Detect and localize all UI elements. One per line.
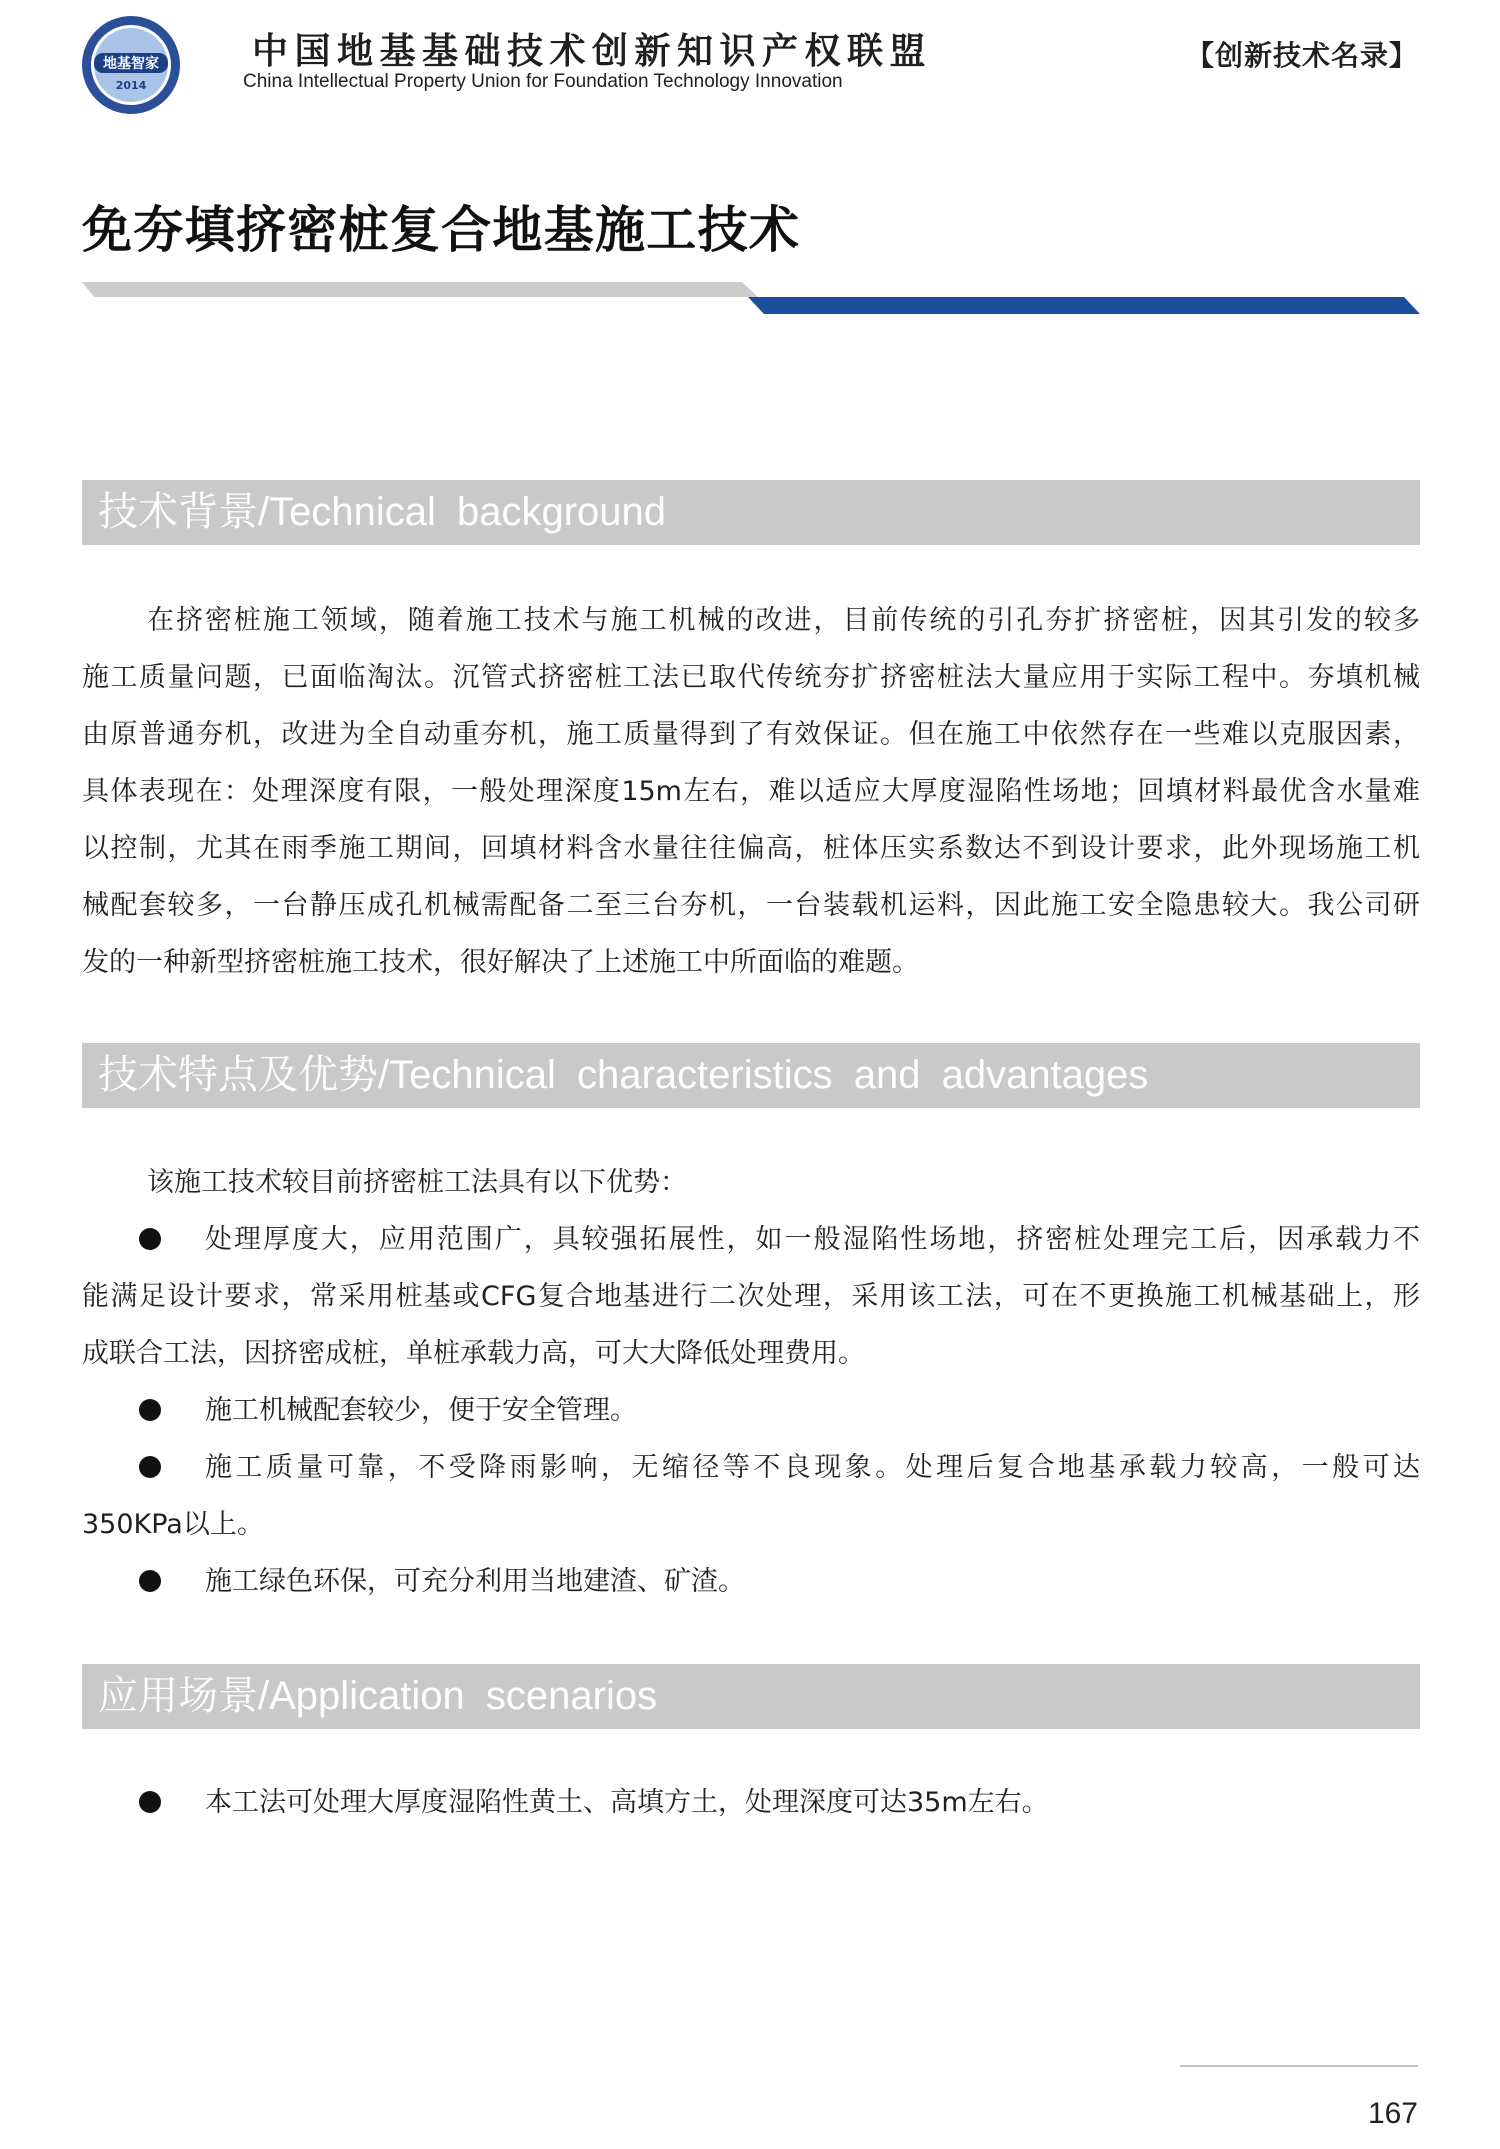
- list-item: [82, 1774, 1420, 1831]
- paragraph-line: 具体表现在：处理深度有限，一般处理深度15m左右，难以适应大厚度湿陷性场地；回填材料最优含水量难: [82, 776, 1420, 807]
- title-underline-gray: [82, 282, 758, 297]
- list-item-continuation: 成联合工法，因挤密成桩，单桩承载力高，可大大降低处理费用。: [82, 1338, 865, 1369]
- list-item: [82, 1439, 1420, 1496]
- paragraph-line: 施工质量问题，已面临淘汰。沉管式挤密桩工法已取代传统夯扩挤密桩法大量应用于实际工程中。夯填机械: [82, 662, 1420, 693]
- list-item-text: 施工绿色环保，可充分利用当地建渣、矿渣。: [205, 1566, 745, 1597]
- background-paragraph: [82, 592, 1420, 991]
- page-number: 167: [1367, 2097, 1418, 2130]
- section-heading-background: [82, 480, 1420, 545]
- paragraph-line: 以控制，尤其在雨季施工期间，回填材料含水量往往偏高，桩体压实系数达不到设计要求，此外现场施工机: [82, 833, 1420, 864]
- title-underline: [82, 282, 1420, 314]
- section-heading-application: [82, 1664, 1420, 1729]
- section-heading-text: 应用场景/Application scenarios: [98, 1674, 658, 1718]
- paragraph-line: 械配套较多，一台静压成孔机械需配备二至三台夯机，一台装载机运料，因此施工安全隐患较大。我公司研: [82, 890, 1420, 921]
- title-underline-blue: [748, 297, 1420, 314]
- list-item: [82, 1382, 1420, 1439]
- paragraph-line: 在挤密桩施工领域，随着施工技术与施工机械的改进，目前传统的引孔夯扩挤密桩，因其引发的较多: [147, 605, 1420, 636]
- footer-divider: [1180, 2065, 1418, 2067]
- list-item-text: 施工质量可靠，不受降雨影响，无缩径等不良现象。处理后复合地基承载力较高，一般可达: [205, 1452, 1420, 1483]
- section-heading-features: [82, 1043, 1420, 1108]
- section-heading-text: 技术特点及优势/Technical characteristics and advantages: [98, 1053, 1149, 1097]
- list-item-text: 处理厚度大，应用范围广，具较强拓展性，如一般湿陷性场地，挤密桩处理完工后，因承载力不: [205, 1224, 1420, 1255]
- catalog-tag: 【创新技术名录】: [1185, 39, 1418, 72]
- org-name-en: China Intellectual Property Union for Foundation Technology Innovation: [243, 71, 843, 92]
- bullet-icon: [139, 1791, 161, 1813]
- features-intro: 该施工技术较目前挤密桩工法具有以下优势：: [147, 1167, 687, 1198]
- page-title: 免夯填挤密桩复合地基施工技术: [82, 201, 801, 259]
- list-item-text: 施工机械配套较少，便于安全管理。: [205, 1395, 637, 1426]
- bullet-icon: [139, 1570, 161, 1592]
- bullet-icon: [139, 1456, 161, 1478]
- logo-text: 地基智家: [103, 56, 159, 72]
- list-item-continuation: 能满足设计要求，常采用桩基或CFG复合地基进行二次处理，采用该工法，可在不更换施工机械基础上，形: [82, 1281, 1420, 1312]
- paragraph-line: 发的一种新型挤密桩施工技术，很好解决了上述施工中所面临的难题。: [82, 947, 919, 978]
- logo-year: 2014: [115, 79, 147, 92]
- list-item: [82, 1553, 1420, 1610]
- application-list: [82, 1774, 1420, 1831]
- bullet-icon: [139, 1228, 161, 1250]
- section-heading-text: 技术背景/Technical background: [98, 490, 667, 534]
- bullet-icon: [139, 1399, 161, 1421]
- list-item: [82, 1211, 1420, 1268]
- list-item-continuation: 350KPa以上。: [82, 1509, 264, 1540]
- list-item-text: 本工法可处理大厚度湿陷性黄土、高填方土，处理深度可达35m左右。: [205, 1787, 1049, 1818]
- paragraph-line: 由原普通夯机，改进为全自动重夯机，施工质量得到了有效保证。但在施工中依然存在一些难以克服因素，: [82, 719, 1420, 750]
- org-name-cn: 中国地基基础技术创新知识产权联盟: [252, 30, 933, 72]
- union-logo: [81, 15, 181, 115]
- features-list: [82, 1154, 1420, 1610]
